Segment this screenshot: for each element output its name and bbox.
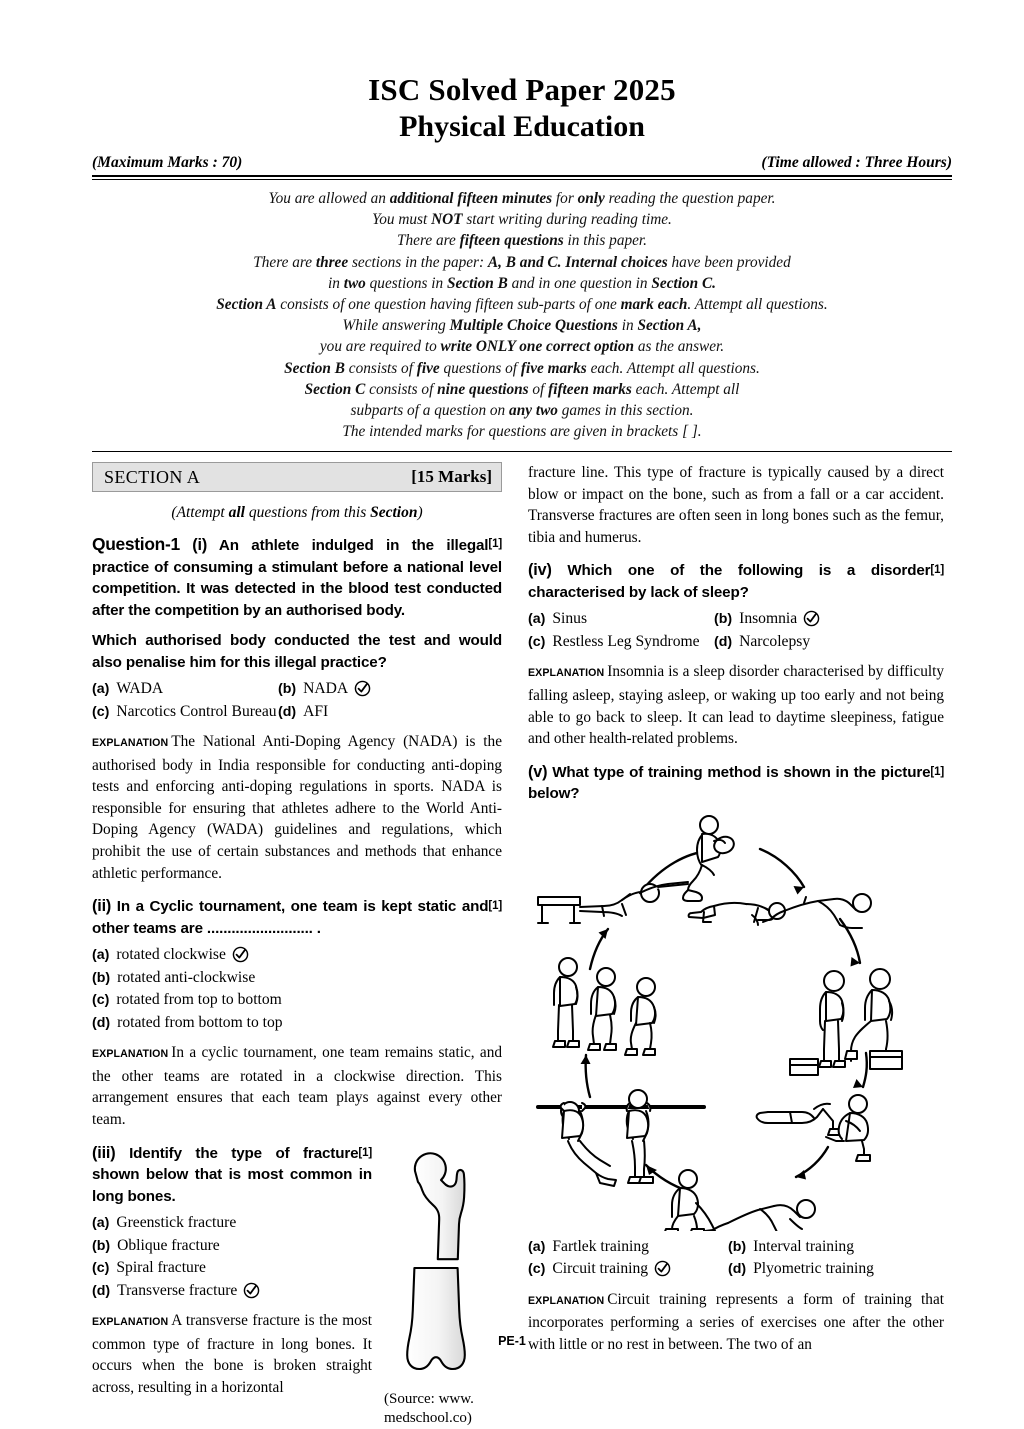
part-label-ii: (ii): [92, 897, 112, 916]
option-row[interactable]: [92, 989, 502, 1012]
option-b[interactable]: [92, 967, 255, 990]
option-b[interactable]: [278, 678, 371, 701]
question-1-part-ii-options: [92, 944, 502, 1034]
question-1-part-iv: [528, 560, 944, 749]
explanation-tag: EXPLANATION: [528, 1294, 605, 1307]
circuit-training-figure: [528, 811, 944, 1231]
explanation-text: Insomnia is a sleep disorder characterised by difficulty falling asleep, staying asleep, or waking up too early and not being able to go back to sleep. It can lead to daytime sleepiness, fatigue and other health-related problems.: [528, 663, 944, 748]
option-c-label: (c): [528, 1261, 546, 1278]
page-subtitle: Physical Education: [399, 110, 645, 143]
part-iii-text: Identify the type of fracture shown below that is most common in long bones.: [92, 1144, 372, 1205]
question-1-part-i: [92, 534, 502, 884]
time-allowed: (Time allowed : Three Hours): [761, 154, 952, 171]
option-d-label: (d): [714, 633, 733, 650]
question-1-part-v: [528, 762, 944, 1356]
explanation-tag: EXPLANATION: [92, 1316, 169, 1329]
explanation-text: In a cyclic tournament, one team remains static, and the other teams are rotated in a clockwise direction. This arrangement ensures that each team plays against every other team.: [92, 1044, 502, 1128]
option-a-text: WADA: [116, 680, 164, 697]
option-b[interactable]: [92, 1235, 220, 1258]
station-step-ups: [790, 969, 902, 1075]
option-a[interactable]: [92, 678, 278, 701]
explanation-tag: EXPLANATION: [92, 737, 169, 749]
right-column: [528, 462, 944, 1356]
option-c-text: Circuit training: [552, 1260, 649, 1278]
question-1-part-iii-explanation-continued: [528, 462, 944, 548]
instruction-line-5: in two questions in Section B and in one question in Section C.: [327, 274, 716, 292]
explanation-text: The National Anti-Doping Agency (NADA) is the authorised body in India responsible for conducting anti-doping tests and enforcing anti-doping regulations in sports. NADA is responsible for ensuring that athletes adhere to the World Anti-Doping Agency (WADA) guidelines and regulations, which prohibit the use of certain substances and methods that enhance athletic performance.: [92, 733, 502, 882]
option-row[interactable]: [92, 1235, 372, 1258]
option-c-text: rotated from top to bottom: [116, 991, 282, 1009]
part-iv-text: Which one of the following is a disorder characterised by lack of sleep?: [528, 562, 931, 601]
option-row[interactable]: [92, 1257, 372, 1280]
option-b-text: Interval training: [753, 1237, 855, 1255]
option-c-text: Spiral fracture: [116, 1259, 206, 1277]
option-a-label: (a): [528, 1238, 546, 1255]
option-row: [528, 608, 944, 631]
explanation-tag: EXPLANATION: [92, 1048, 169, 1061]
figure-source-caption: (Source: www. medschool.co): [384, 1390, 474, 1427]
instruction-line-9: Section B consists of five questions of five marks each. Attempt all questions.: [284, 359, 760, 377]
option-b-text: NADA: [303, 680, 349, 697]
instruction-line-8: you are required to write ONLY one correct option as the answer.: [319, 338, 725, 356]
option-d[interactable]: [92, 1280, 260, 1303]
option-d[interactable]: [92, 1012, 283, 1035]
instruction-line-6: Section A consists of one question having fifteen sub-parts of one mark each. Attempt all questions.: [216, 296, 828, 314]
question-1-part-iv-stem: [528, 560, 944, 603]
option-row: [92, 701, 502, 724]
left-column: [92, 462, 502, 1429]
correct-answer-tick-icon: [232, 946, 249, 969]
option-row[interactable]: [92, 1212, 372, 1235]
exam-meta-row: [92, 154, 952, 172]
station-squat-with-medicine-ball: [683, 816, 736, 901]
option-a-text: Fartlek training: [552, 1237, 649, 1255]
instruction-line-10: Section C consists of nine questions of fifteen marks each. Attempt all: [304, 380, 740, 398]
option-d-label: (d): [278, 703, 297, 720]
option-b-label: (b): [92, 969, 111, 986]
instruction-line-3: There are fifteen questions in this paper.: [397, 232, 647, 250]
part-ii-text: In a Cyclic tournament, one team is kept static and other teams are .......................... .: [92, 898, 489, 937]
correct-answer-tick-icon: [803, 610, 820, 633]
circuit-training-diagram: [528, 811, 944, 1231]
option-a-label: (a): [92, 1215, 110, 1232]
option-b[interactable]: [714, 608, 820, 631]
section-a-name: SECTION A: [104, 466, 201, 487]
option-b-label: (b): [714, 611, 733, 628]
station-sit-ups: [757, 1095, 870, 1161]
instruction-line-7: While answering Multiple Choice Questions in Section A,: [342, 317, 702, 335]
part-i-text: An athlete indulged in the illegal practice of consuming a stimulant before a national level competition. It was detected in the blood test conducted after the competition by an authorised body.: [92, 537, 502, 619]
page-header: [92, 72, 952, 180]
option-row[interactable]: [92, 1280, 372, 1303]
option-d-text: Narcolepsy: [739, 632, 811, 650]
option-a[interactable]: [528, 608, 714, 631]
question-1-part-ii: [92, 896, 502, 1130]
question-1-part-iv-options: [528, 608, 944, 653]
option-row: [92, 678, 502, 701]
option-d-text: Transverse fracture: [117, 1281, 238, 1299]
station-pull-ups: [538, 1090, 704, 1186]
option-d-label: (d): [92, 1014, 111, 1031]
option-b[interactable]: [728, 1236, 854, 1259]
section-a-marks: [15 Marks]: [411, 467, 492, 486]
part-label-iii: (iii): [92, 1143, 116, 1162]
explanation-tag: EXPLANATION: [528, 667, 605, 680]
station-squat-jumps: [553, 958, 656, 1055]
option-a-label: (a): [92, 947, 110, 964]
option-d-label: (d): [92, 1282, 111, 1299]
option-b-label: (b): [728, 1238, 747, 1255]
station-back-extension-on-bench: [538, 882, 688, 923]
station-burpee-thrusts: [664, 1170, 815, 1231]
question-1-part-iv-explanation: [528, 661, 944, 749]
option-d-text: rotated from bottom to top: [117, 1013, 283, 1031]
option-a-label: (a): [528, 611, 546, 628]
option-a-text: Greenstick fracture: [116, 1214, 237, 1232]
correct-answer-tick-icon: [243, 1282, 260, 1305]
option-c-label: (c): [92, 992, 110, 1009]
question-1-part-v-options: [528, 1236, 944, 1281]
option-c-label: (c): [92, 1260, 110, 1277]
option-d[interactable]: [278, 701, 328, 724]
attempt-note-section: Section: [370, 504, 418, 521]
part-label-v: (v): [528, 762, 548, 781]
question-1-part-ii-explanation: [92, 1042, 502, 1130]
page-footer: [0, 1334, 1024, 1348]
option-c-label: (c): [528, 633, 546, 650]
option-b-text: rotated anti-clockwise: [117, 968, 256, 986]
option-c[interactable]: [92, 1257, 206, 1280]
part-label-iv: (iv): [528, 561, 552, 580]
question-1-part-v-stem: [528, 762, 944, 805]
option-a-text: Sinus: [552, 610, 588, 628]
question-1-part-i-options: [92, 678, 502, 723]
explanation-continued-text: fracture line. This type of fracture is typically caused by a direct blow or impact on the bone, such as from a fall or a car accident. Transverse fractures are often seen in long bones such as the femur, tibia and humerus.: [528, 464, 944, 546]
option-row[interactable]: [92, 1012, 502, 1035]
maximum-marks: (Maximum Marks : 70): [92, 154, 243, 171]
question-1-part-iii-marks: [1]: [358, 1146, 372, 1159]
option-row[interactable]: [92, 967, 502, 990]
option-b-text: Insomnia: [739, 610, 798, 628]
part-label-i: (i): [192, 536, 208, 554]
option-a[interactable]: [92, 1212, 236, 1235]
question-1-part-v-marks: [1]: [930, 765, 944, 778]
attempt-note-all: all: [228, 504, 245, 521]
option-c[interactable]: [528, 631, 714, 654]
question-1-part-iii: [92, 1143, 502, 1429]
option-c-text: Restless Leg Syndrome: [552, 632, 700, 650]
instructions-block: [92, 188, 952, 442]
option-row[interactable]: [92, 944, 502, 967]
option-c-label: (c): [92, 703, 110, 720]
option-row: [528, 1236, 944, 1259]
attempt-note: [92, 504, 502, 522]
option-a-text: rotated clockwise: [116, 946, 226, 964]
question-number: Question-1: [92, 534, 180, 554]
option-a[interactable]: [92, 944, 249, 967]
option-row: [528, 631, 944, 654]
part-v-text: What type of training method is shown in the picture below?: [528, 763, 931, 803]
option-d-label: (d): [728, 1261, 747, 1278]
option-a-label: (a): [92, 681, 110, 697]
instructions-divider: [92, 451, 952, 452]
question-1-part-i-explanation: [92, 731, 502, 884]
question-1-part-i-subquestion: Which authorised body conducted the test and would also penalise him for this illegal practice?: [92, 632, 502, 671]
option-d-text: Plyometric training: [753, 1260, 874, 1278]
femur-fracture-figure: [380, 1147, 498, 1429]
option-c[interactable]: [92, 989, 282, 1012]
instruction-line-4: There are three sections in the paper: A, B and C. Internal choices have been provided: [253, 253, 791, 271]
question-1-part-ii-stem: [92, 896, 502, 939]
instruction-line-1: You are allowed an additional fifteen minutes for only reading the question paper.: [268, 190, 776, 207]
correct-answer-tick-icon: [354, 680, 371, 703]
option-d[interactable]: [714, 631, 810, 654]
page-title: ISC Solved Paper 2025: [368, 72, 676, 107]
option-c[interactable]: [528, 1258, 728, 1281]
explanation-text: A transverse fracture is the most common type of fracture in long bones. It occurs when the bone is broken straight across, resulting in a horizontal: [92, 1312, 372, 1396]
question-1-part-i-marks: [1]: [488, 538, 502, 550]
option-b-label: (b): [278, 681, 297, 697]
option-d[interactable]: [728, 1258, 874, 1281]
option-c[interactable]: [92, 701, 278, 724]
page-number-label: PE-1: [498, 1334, 526, 1348]
explanation-text: Circuit training represents a form of training that incorporates performing a series of exercises one after the other with little or no rest in between. The two of an: [528, 1290, 944, 1353]
attempt-note-pre: (Attempt: [171, 504, 229, 521]
option-c-text: Narcotics Control Bureau: [116, 702, 277, 720]
question-1-part-iv-marks: [1]: [930, 564, 944, 577]
instruction-line-12: The intended marks for questions are given in brackets [ ].: [342, 423, 702, 441]
question-1-part-i-stem: [92, 534, 502, 621]
question-1-part-iii-explanation: [92, 1310, 384, 1398]
instruction-line-11: subparts of a question on any two games in this section.: [350, 402, 694, 420]
option-d-text: AFI: [303, 702, 329, 720]
header-divider: [92, 175, 952, 180]
attempt-note-mid: questions from this: [244, 504, 371, 521]
question-1-part-ii-marks: [1]: [488, 900, 502, 913]
attempt-note-post: ): [417, 504, 423, 521]
option-b-text: Oblique fracture: [117, 1236, 220, 1254]
instruction-line-2: You must NOT start writing during reading time.: [372, 211, 672, 229]
option-row: [528, 1258, 944, 1281]
section-a-header: [92, 462, 502, 492]
correct-answer-tick-icon: [654, 1260, 671, 1283]
option-b-label: (b): [92, 1237, 111, 1254]
option-a[interactable]: [528, 1236, 728, 1259]
